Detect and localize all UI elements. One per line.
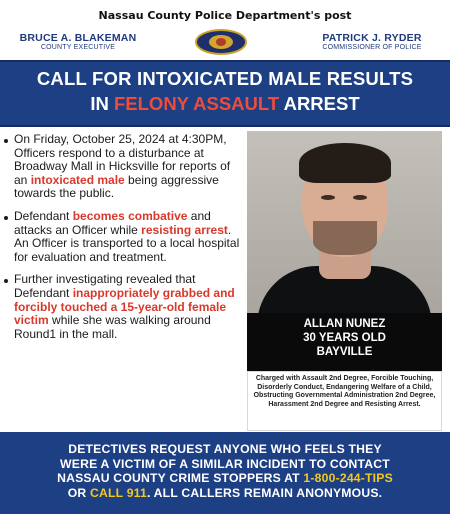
contact-footer [0,432,450,514]
headline-line-1: CALL FOR INTOXICATED MALE RESULTS [36,68,414,89]
poster-body [0,127,450,500]
suspect-name: ALLAN NUNEZ [303,318,386,330]
commissioner-role: COMMISSIONER OF POLICE [322,44,422,51]
suspect-age: 30 YEARS OLD [303,332,386,344]
crime-stoppers-phone: 1-800-244-TIPS [303,471,393,486]
bullet-incident: On Friday, October 25, 2024 at 4:30PM, Officers respond to a disturbance at Broadway Mall in Hicksville for reports of an intoxicated male being aggressive towards the public. [4,133,244,201]
emergency-number: CALL 911 [90,485,147,500]
wanted-poster [0,27,450,500]
footer-line-3: NASSAU COUNTY CRIME STOPPERS AT 1-800-244-TIPS [57,471,393,486]
headline-line-2: IN FELONY ASSAULT ARREST [90,93,360,114]
police-seal-icon [195,29,247,55]
suspect-id-box [247,313,442,371]
footer-line-2: WERE A VICTIM OF A SIMILAR INCIDENT TO CONTACT [60,456,390,471]
county-executive-name: BRUCE A. BLAKEMAN [19,32,137,44]
suspect-town: BAYVILLE [316,346,373,358]
county-executive-role: COUNTY EXECUTIVE [40,44,116,51]
commissioner-name: PATRICK J. RYDER [322,32,422,44]
footer-line-1: DETECTIVES REQUEST ANYONE WHO FEELS THEY [68,442,382,456]
incident-bullets [4,133,244,350]
post-caption: Nassau County Police Department's post [98,9,352,22]
suspect-photo [247,131,442,313]
headline-highlight: FELONY ASSAULT [113,93,280,114]
county-executive-block [17,32,139,51]
bullet-investigation: Further investigating revealed that Defendant inappropriately grabbed and forcibly touched a 15-year-old female victim while she was walking around Round1 in the mall. [4,273,244,341]
headline-banner [0,60,450,127]
footer-line-4: OR CALL 911. ALL CALLERS REMAIN ANONYMOUS. [67,485,383,500]
bullet-arrest: Defendant becomes combative and attacks an Officer while resisting arrest. An Officer is transported to a local hospital for evaluation and treatment. [4,210,244,264]
charges-text: Charged with Assault 2nd Degree, Forcible Touching, Disorderly Conduct, Endangering Welfare of a Child, Obstructing Governmental Administration 2nd Degree, Harassment 2nd Degree and Resisting Arrest. [247,371,442,431]
commissioner-block [308,32,436,51]
